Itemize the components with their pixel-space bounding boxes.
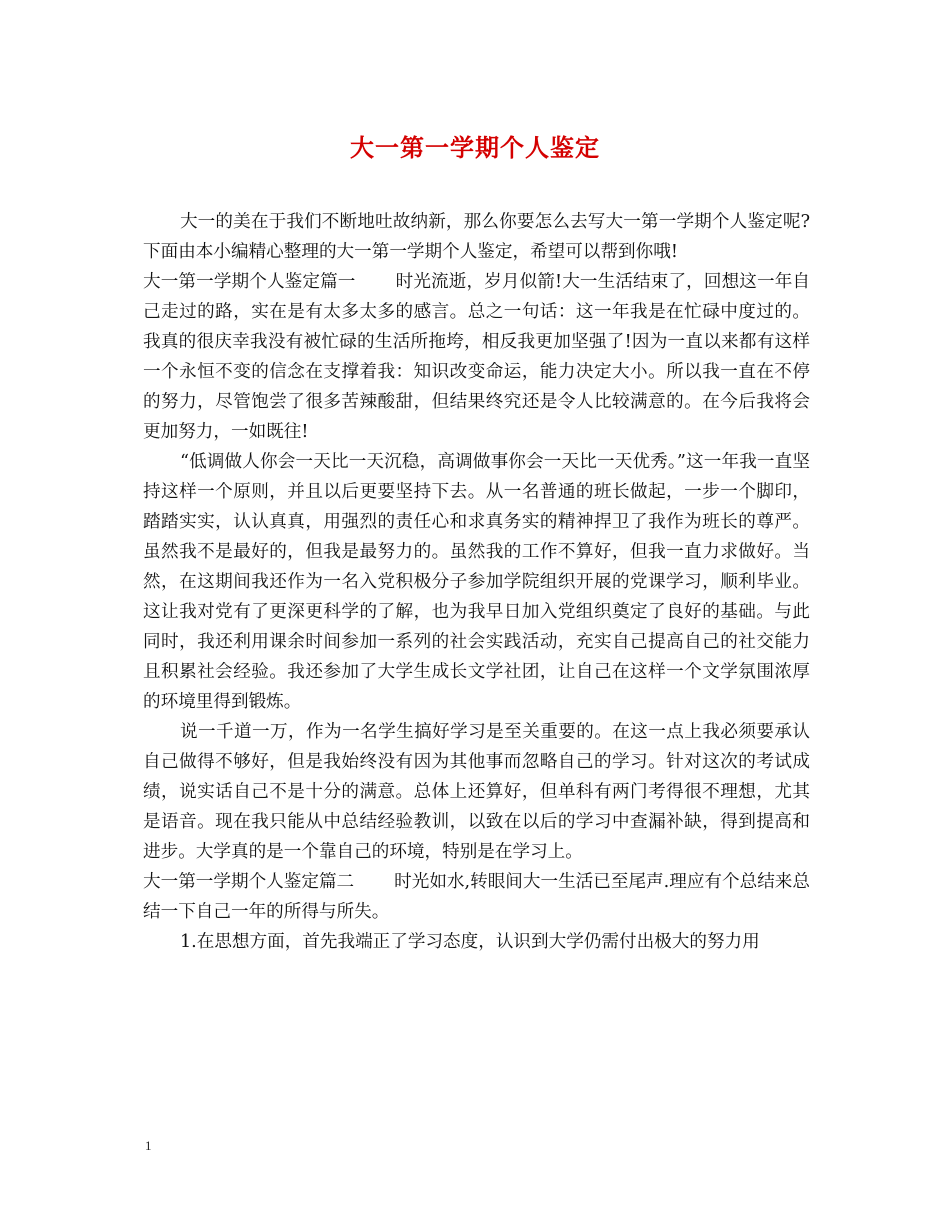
page-number: 1 (145, 1138, 152, 1153)
section1-heading: 大一第一学期个人鉴定篇一 (143, 272, 356, 292)
section2-paragraph-1: 时光如水,转眼间大一生活已至尾声.理应有个总结来总结一下自己一年的所得与所失。 (143, 872, 810, 922)
intro-paragraph: 大一的美在于我们不断地吐故纳新，那么你要怎么去写大一第一学期个人鉴定呢?下面由本小编精心整理的大一第一学期个人鉴定，希望可以帮到你哦! (143, 212, 810, 262)
section2-first-paragraph (143, 867, 810, 927)
section2-heading: 大一第一学期个人鉴定篇二 (143, 872, 355, 892)
section2-paragraph-2: 1.在思想方面，首先我端正了学习态度，认识到大学仍需付出极大的努力用 (179, 932, 760, 952)
section1-paragraph-1: 时光流逝，岁月似箭!大一生活结束了，回想这一年自己走过的路，实在是有太多太多的感言。总之一句话：这一年我是在忙碌中度过的。我真的很庆幸我没有被忙碌的生活所拖垮，相反我更加坚强了!因为一直以来都有这样一个永恒不变的信念在支撑着我：知识改变命运，能力决定大小。所以我一直在不停的努力，尽管饱尝了很多苦辣酸甜，但结果终究还是令人比较满意的。在今后我将会更加努力，一如既往! (143, 272, 810, 442)
page-title: 大一第一学期个人鉴定 (350, 133, 600, 162)
section1-paragraph-3: 说一千道一万，作为一名学生搞好学习是至关重要的。在这一点上我必须要承认自己做得不够好，但是我始终没有因为其他事而忽略自己的学习。针对这次的考试成绩，说实话自己不是十分的满意。总体上还算好，但单科有两门考得很不理想，尤其是语音。现在我只能从中总结经验教训，以致在以后的学习中查漏补缺，得到提高和进步。大学真的是一个靠自己的环境，特别是在学习上。 (143, 722, 810, 862)
section1-first-paragraph (143, 267, 810, 447)
section1-paragraph-2: “低调做人你会一天比一天沉稳，高调做事你会一天比一天优秀。”这一年我一直坚持这样一个原则，并且以后更要坚持下去。从一名普通的班长做起，一步一个脚印，踏踏实实，认认真真，用强烈的责任心和求真务实的精神捍卫了我作为班长的尊严。虽然我不是最好的，但我是最努力的。虽然我的工作不算好，但我一直力求做好。当然，在这期间我还作为一名入党积极分子参加学院组织开展的党课学习，顺利毕业。这让我对党有了更深更科学的了解，也为我早日加入党组织奠定了良好的基础。与此同时，我还利用课余时间参加一系列的社会实践活动，充实自己提高自己的社交能力且积累社会经验。我还参加了大学生成长文学社团，让自己在这样一个文学氛围浓厚的环境里得到锻炼。 (143, 452, 810, 712)
document-body (143, 207, 810, 957)
